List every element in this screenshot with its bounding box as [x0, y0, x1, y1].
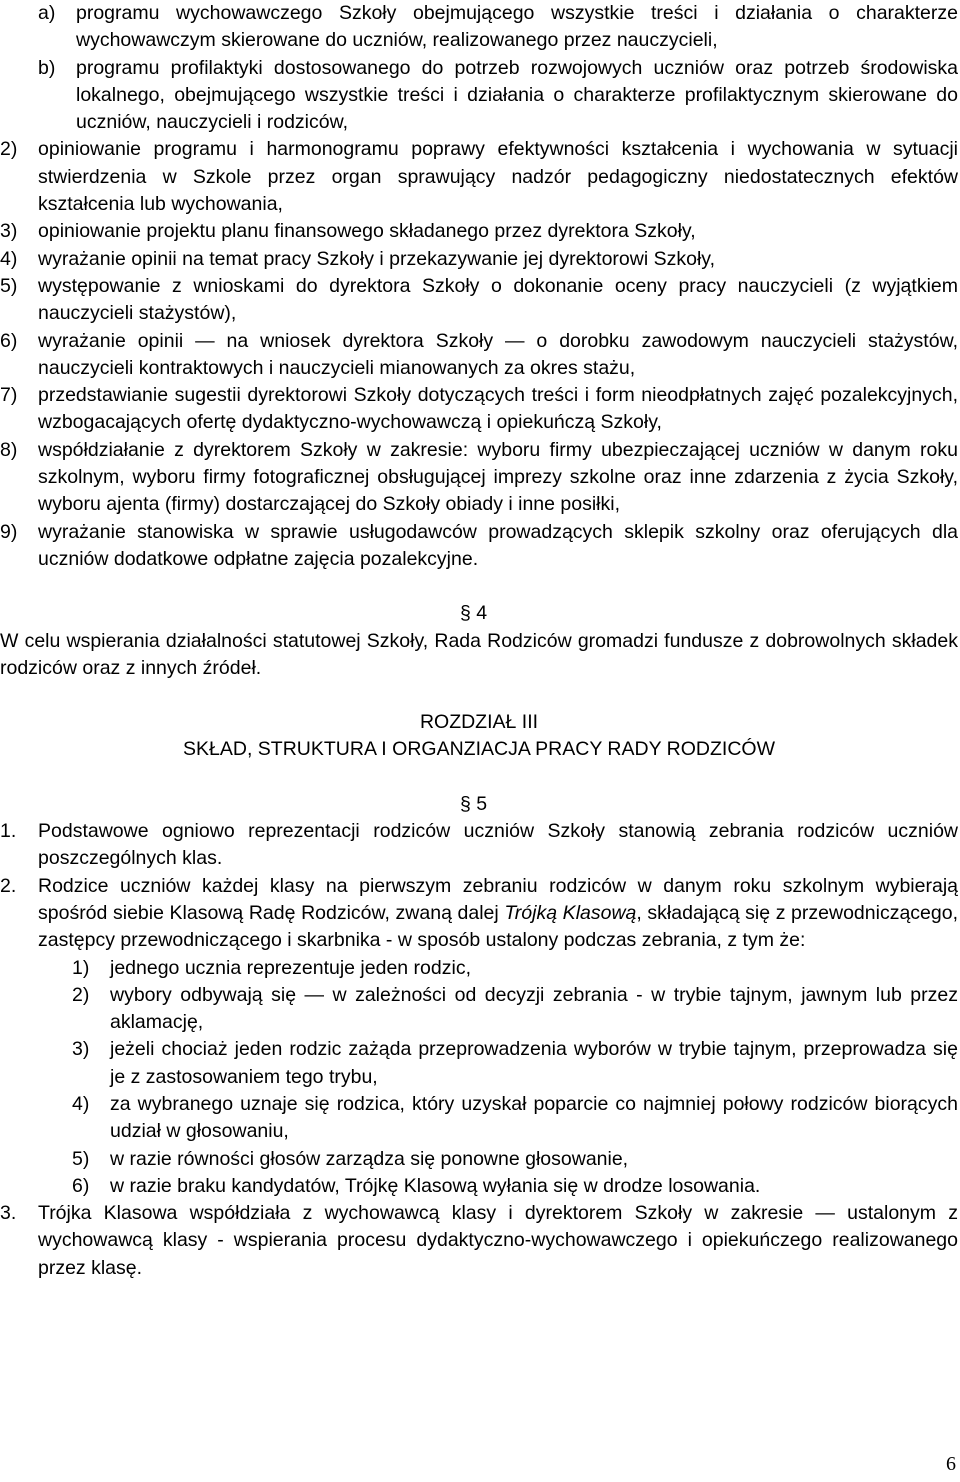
- list-item: [0, 1091, 958, 1146]
- section-symbol: §: [460, 602, 471, 625]
- list-item-text: opiniowanie projektu planu finansowego składanego przez dyrektora Szkoły,: [38, 220, 696, 243]
- list-marker: 4): [0, 247, 18, 270]
- list-item: [38, 55, 958, 137]
- list-item-text: w razie równości głosów zarządza się ponowne głosowanie,: [110, 1147, 629, 1170]
- list-item: [0, 437, 958, 519]
- list-marker: 9): [0, 520, 18, 543]
- section-text: W celu wspierania działalności statutowej Szkoły, Rada Rodziców gromadzi fundusze z dobrowolnych składek rodziców oraz z innych źródeł.: [0, 629, 958, 679]
- list-item-text: jeżeli chociaż jeden rodzic zażąda przeprowadzenia wyborów w trybie tajnym, przeprowadza się je z zastosowaniem tego trybu,: [110, 1038, 958, 1088]
- list-item: [0, 1173, 958, 1200]
- list-item-text: za wybranego uznaje się rodzica, który uzyskał poparcie co najmniej połowy rodziców biorących udział w głosowaniu,: [110, 1092, 958, 1143]
- section-5: [0, 791, 960, 1282]
- list-item: [0, 382, 958, 437]
- numbered-point: [0, 1200, 958, 1282]
- list-marker: 1): [72, 956, 90, 979]
- list-item-text: opiniowanie programu i harmonogramu poprawy efektywności kształcenia i wychowania w sytuacji stwierdzenia w Szkole przez organ sprawujący nadzór pedagogiczny niedostatecznych efektów kształcenia lub wychowania,: [38, 138, 958, 216]
- section-symbol: §: [460, 792, 471, 815]
- list-marker: 5): [0, 274, 18, 297]
- list-item: [0, 273, 958, 328]
- section-heading: [0, 791, 960, 818]
- point-marker: 3.: [0, 1202, 17, 1225]
- list-item: [0, 982, 958, 1037]
- chapter-heading: [0, 709, 960, 764]
- list-marker: 6): [0, 329, 18, 352]
- point-marker: 2.: [0, 874, 17, 897]
- list-item: [38, 0, 958, 55]
- list-marker: 2): [72, 983, 90, 1006]
- point-text-after: , składającą się z przewodniczącego, zastępcy przewodniczącego i skarbnika - w sposób ustalony podczas zebrania, z tym że:: [38, 901, 958, 952]
- list-marker: a): [38, 2, 56, 24]
- point-text-before: Rodzice uczniów każdej klasy na pierwszym zebraniu rodziców w danym roku szkolnym wybierają spośród siebie Klasową Radę Rodziców, zwaną dalej: [38, 874, 958, 924]
- list-marker: 3): [72, 1038, 90, 1061]
- list-item: [0, 246, 958, 273]
- section-number: 4: [476, 602, 488, 625]
- list-item: [0, 328, 958, 383]
- list-item: [0, 1146, 958, 1173]
- list-item-text: jednego ucznia reprezentuje jeden rodzic,: [110, 956, 471, 979]
- list-item: [0, 136, 958, 218]
- list-marker: 5): [72, 1147, 90, 1170]
- numbered-point: [0, 873, 958, 955]
- list-marker: 7): [0, 384, 18, 407]
- list-marker: 8): [0, 438, 18, 461]
- list-marker: b): [38, 56, 56, 79]
- list-item-text: programu profilaktyki dostosowanego do potrzeb rozwojowych uczniów oraz potrzeb środowiska lokalnego, obejmującego wszystkie treści i działania o charakterze profilaktycznym skierowane do uczniów, nauczycieli i rodziców,: [76, 56, 958, 134]
- sublist-ab: [0, 0, 960, 136]
- list-item-text: programu wychowawczego Szkoły obejmującego wszystkie treści i działania o charakterze wychowawczym skierowane do uczniów, realizowanego przez nauczycieli,: [76, 2, 958, 52]
- list-marker: 4): [72, 1092, 90, 1115]
- page-number: 6: [946, 1453, 956, 1475]
- list-item: [0, 218, 958, 245]
- chapter-title: ROZDZIAŁ III: [419, 711, 539, 734]
- section-heading: [0, 600, 960, 627]
- competences-list: [0, 136, 960, 573]
- list-item-text: w razie braku kandydatów, Trójkę Klasową wyłania się w drodze losowania.: [110, 1174, 761, 1197]
- list-item: [0, 1036, 958, 1091]
- numbered-point: [0, 818, 958, 873]
- list-item-text: wyrażanie stanowiska w sprawie usługodawców prowadzących sklepik szkolny oraz oferujących dla uczniów dodatkowe odpłatne zajęcia pozalekcyjne.: [38, 520, 958, 570]
- list-item-text: występowanie z wnioskami do dyrektora Szkoły o dokonanie oceny pracy nauczycieli (z wyjątkiem nauczycieli stażystów),: [38, 274, 958, 325]
- list-item-text: przedstawianie sugestii dyrektorowi Szkoły dotyczących treści i form nieodpłatnych zajęć pozalekcyjnych, wzbogacających ofertę dydaktyczno-wychowawczą i opiekuńczą Szkoły,: [38, 384, 958, 434]
- point-text-italic: Trójką Klasową: [504, 901, 637, 924]
- point-text: Podstawowe ogniowo reprezentacji rodziców uczniów Szkoły stanowią zebrania rodziców uczniów poszczególnych klas.: [38, 820, 958, 870]
- list-item: [0, 955, 958, 982]
- chapter-subtitle: SKŁAD, STRUKTURA I ORGANZIACJA PRACY RADY RODZICÓW: [183, 738, 775, 761]
- election-rules-list: [0, 955, 960, 1201]
- list-item-text: wyrażanie opinii na temat pracy Szkoły i przekazywanie jej dyrektorowi Szkoły,: [38, 247, 715, 270]
- section-number: 5: [476, 792, 488, 815]
- list-marker: 6): [72, 1174, 90, 1197]
- list-item-text: wyrażanie opinii — na wniosek dyrektora Szkoły — o dorobku zawodowym nauczycieli stażystów, nauczycieli kontraktowych i nauczycieli mianowanych za okres stażu,: [38, 329, 958, 379]
- list-item: [0, 519, 958, 574]
- list-item-text: współdziałanie z dyrektorem Szkoły w zakresie: wyboru firmy ubezpieczającej uczniów w danym roku szkolnym, wyboru firmy fotograficznej obsługującej imprezy szkolne oraz inne zdarzenia z życia Szkoły, wyboru ajenta (firmy) dostarczającej do Szkoły obiady i inne posiłki,: [38, 438, 958, 516]
- section-4: [0, 600, 960, 682]
- list-marker: 2): [0, 138, 18, 161]
- point-text: Trójka Klasowa współdziała z wychowawcą klasy i dyrektorem Szkoły w zakresie — ustalonym z wychowawcą klasy - wspierania procesu dydaktyczno-wychowawczego i opiekuńczego realizowanego przez klasę.: [38, 1202, 958, 1279]
- list-item-text: wybory odbywają się — w zależności od decyzji zebrania - w trybie tajnym, jawnym lub przez aklamację,: [110, 983, 958, 1034]
- list-marker: 3): [0, 220, 18, 243]
- point-marker: 1.: [0, 820, 17, 843]
